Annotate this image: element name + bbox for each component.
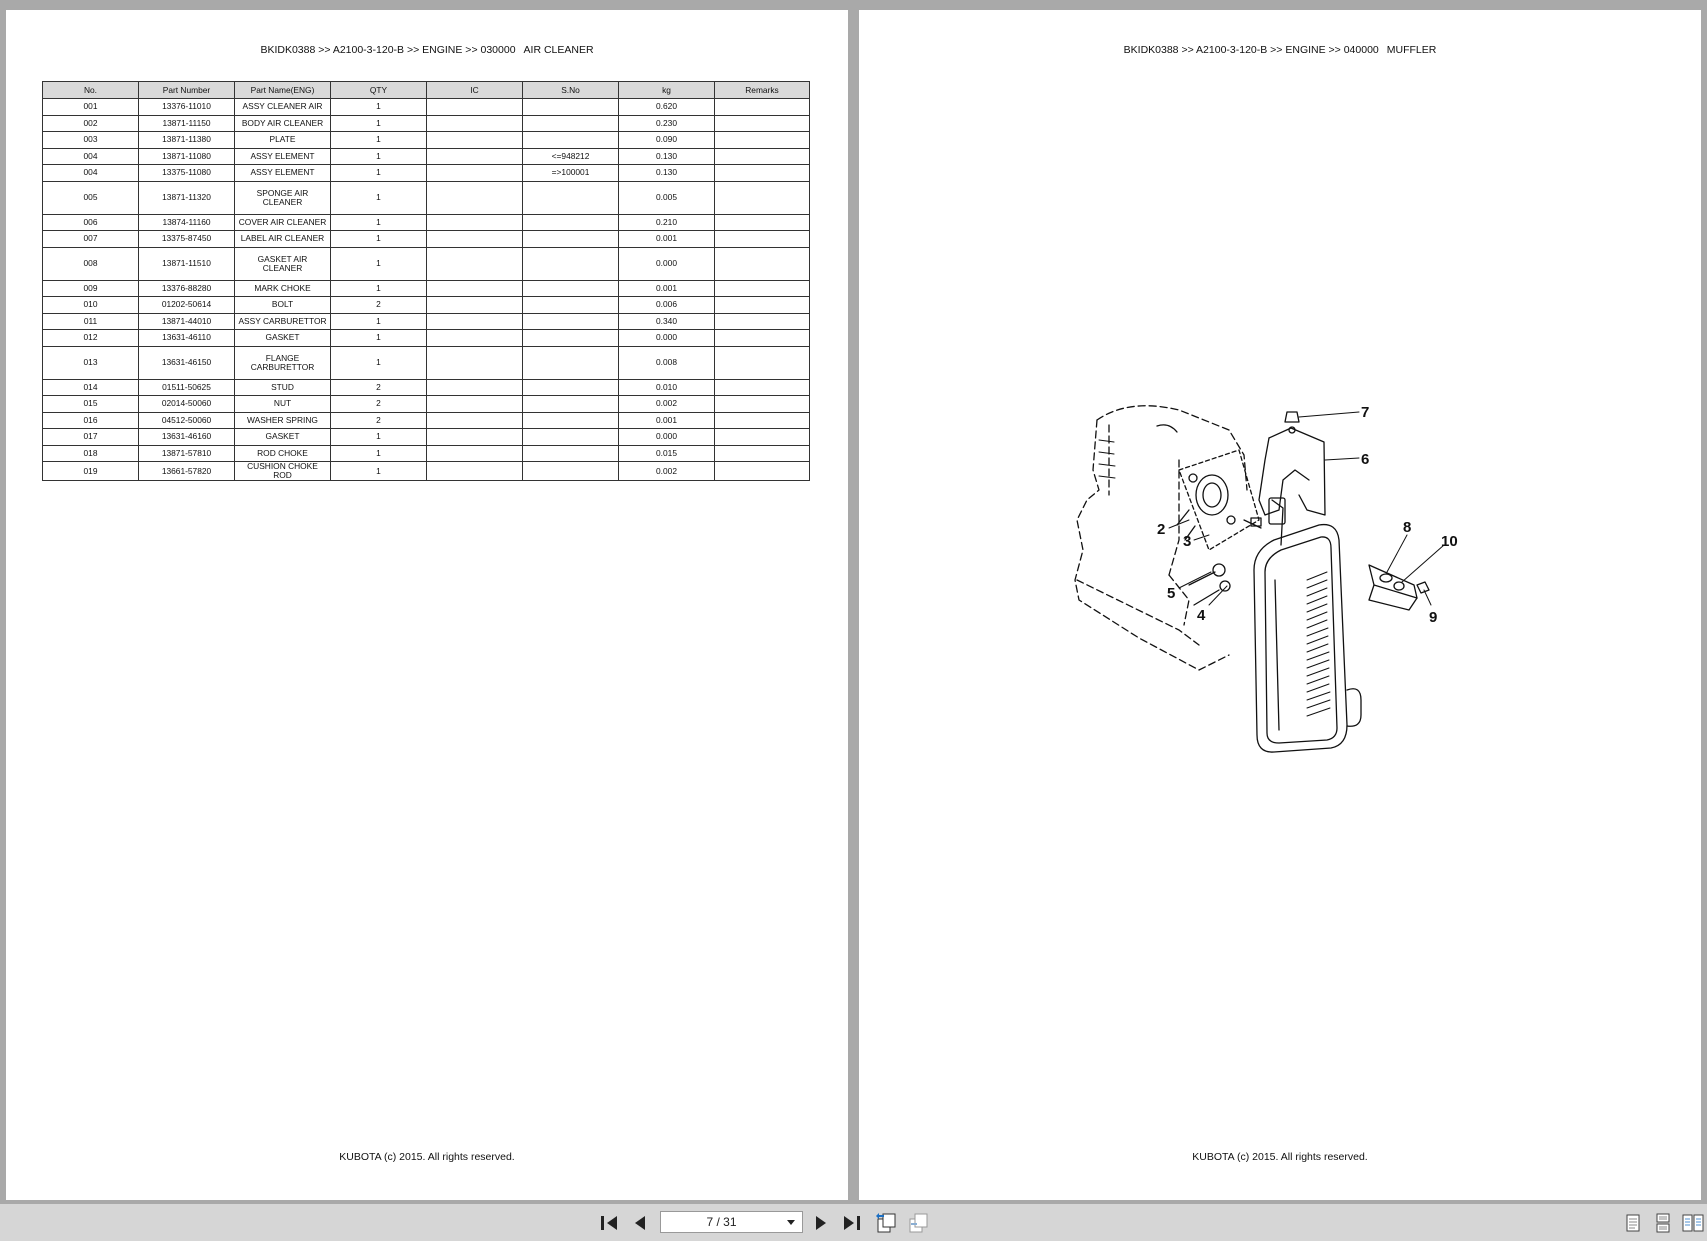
cell-ic	[427, 280, 523, 297]
cell-remarks	[715, 99, 810, 116]
cell-remarks	[715, 313, 810, 330]
single-page-view-button[interactable]	[1620, 1210, 1646, 1236]
breadcrumb-section: MUFFLER	[1386, 44, 1437, 56]
cell-qty: 1	[331, 214, 427, 231]
cell-remarks	[715, 181, 810, 214]
cell-kg: 0.000	[619, 429, 715, 446]
page-indicator: 7 / 31	[706, 1215, 737, 1229]
chevron-down-icon[interactable]	[786, 1217, 796, 1227]
cell-sno	[523, 445, 619, 462]
cell-part-number: 01511-50625	[139, 379, 235, 396]
cell-sno	[523, 412, 619, 429]
cell-sno	[523, 115, 619, 132]
callout-3: 3	[1183, 533, 1192, 550]
cell-remarks	[715, 330, 810, 347]
first-page-button[interactable]	[596, 1210, 622, 1236]
cell-qty: 2	[331, 396, 427, 413]
continuous-view-button[interactable]	[1650, 1210, 1676, 1236]
cell-sno: =>100001	[523, 165, 619, 182]
cell-kg: 0.001	[619, 231, 715, 248]
table-row	[43, 396, 810, 413]
cell-ic	[427, 132, 523, 149]
cell-ic	[427, 412, 523, 429]
cell-kg: 0.002	[619, 462, 715, 481]
cell-part-number: 13871-11150	[139, 115, 235, 132]
two-page-icon	[1682, 1213, 1704, 1233]
cell-no: 002	[43, 115, 139, 132]
cell-part-name: GASKET	[235, 330, 331, 347]
muffler-exploded-diagram	[1069, 400, 1489, 820]
callout-4: 4	[1197, 607, 1206, 624]
col-header-no: No.	[43, 82, 139, 99]
muffler-vents	[1307, 572, 1330, 716]
cell-kg: 0.230	[619, 115, 715, 132]
cell-sno	[523, 429, 619, 446]
table-row	[43, 379, 810, 396]
callout-5: 5	[1167, 585, 1176, 602]
callout-6: 6	[1361, 451, 1370, 468]
cell-no: 013	[43, 346, 139, 379]
table-row	[43, 132, 810, 149]
table-row	[43, 346, 810, 379]
col-header-ic: IC	[427, 82, 523, 99]
cell-qty: 1	[331, 462, 427, 481]
cell-part-name: STUD	[235, 379, 331, 396]
cell-remarks	[715, 148, 810, 165]
table-row	[43, 148, 810, 165]
table-row	[43, 231, 810, 248]
cell-qty: 1	[331, 429, 427, 446]
callout-labels	[1157, 404, 1458, 626]
muffler-body	[1254, 525, 1361, 752]
cell-no: 016	[43, 412, 139, 429]
cell-no: 015	[43, 396, 139, 413]
cell-remarks	[715, 429, 810, 446]
cell-no: 004	[43, 165, 139, 182]
col-header-qty: QTY	[331, 82, 427, 99]
cell-remarks	[715, 115, 810, 132]
cell-no: 008	[43, 247, 139, 280]
cell-no: 019	[43, 462, 139, 481]
cell-remarks	[715, 247, 810, 280]
cell-kg: 0.006	[619, 297, 715, 314]
cell-ic	[427, 379, 523, 396]
cell-remarks	[715, 445, 810, 462]
cell-part-number: 01202-50614	[139, 297, 235, 314]
cell-part-name: FLANGE CARBURETTOR	[235, 346, 331, 379]
parts-table	[42, 81, 810, 481]
cell-part-number: 13376-88280	[139, 280, 235, 297]
viewer-toolbar	[0, 1204, 1707, 1241]
cell-qty: 1	[331, 280, 427, 297]
extract-icon	[907, 1212, 929, 1234]
single-page-icon	[1625, 1213, 1641, 1233]
breadcrumb-section: AIR CLEANER	[523, 44, 594, 56]
cell-sno	[523, 346, 619, 379]
studs-and-nuts	[1189, 518, 1261, 605]
prev-page-icon	[632, 1214, 648, 1232]
parts-table-body	[43, 99, 810, 481]
cell-part-number: 04512-50060	[139, 412, 235, 429]
cell-remarks	[715, 280, 810, 297]
col-header-sno: S.No	[523, 82, 619, 99]
cell-sno	[523, 247, 619, 280]
cell-remarks	[715, 231, 810, 248]
page-number-field[interactable]	[660, 1211, 803, 1233]
cell-no: 009	[43, 280, 139, 297]
table-row	[43, 247, 810, 280]
cell-part-name: COVER AIR CLEANER	[235, 214, 331, 231]
col-header-part-number: Part Number	[139, 82, 235, 99]
cell-part-number: 13871-11510	[139, 247, 235, 280]
cell-ic	[427, 99, 523, 116]
table-row	[43, 214, 810, 231]
cell-part-name: GASKET AIR CLEANER	[235, 247, 331, 280]
table-row	[43, 297, 810, 314]
table-row	[43, 99, 810, 116]
cell-qty: 2	[331, 379, 427, 396]
cell-kg: 0.090	[619, 132, 715, 149]
col-header-remarks: Remarks	[715, 82, 810, 99]
cell-ic	[427, 429, 523, 446]
cell-kg: 0.340	[619, 313, 715, 330]
breadcrumb-path: BKIDK0388 >> A2100-3-120-B >> ENGINE >> 030000	[260, 44, 516, 56]
cell-kg: 0.002	[619, 396, 715, 413]
cell-part-name: ASSY ELEMENT	[235, 165, 331, 182]
next-page-button[interactable]	[808, 1210, 834, 1236]
extract-button[interactable]	[905, 1210, 931, 1236]
rotate-icon	[875, 1212, 897, 1234]
breadcrumb	[6, 44, 848, 56]
cell-qty: 2	[331, 412, 427, 429]
table-row	[43, 429, 810, 446]
cell-part-name: CUSHION CHOKE ROD	[235, 462, 331, 481]
cell-kg: 0.005	[619, 181, 715, 214]
cell-ic	[427, 165, 523, 182]
callout-8: 8	[1403, 519, 1412, 536]
cell-no: 007	[43, 231, 139, 248]
muffler-bracket	[1369, 565, 1429, 610]
table-row	[43, 313, 810, 330]
cell-part-number: 13631-46110	[139, 330, 235, 347]
cell-qty: 1	[331, 231, 427, 248]
cell-part-number: 13871-57810	[139, 445, 235, 462]
cell-part-name: PLATE	[235, 132, 331, 149]
cell-qty: 1	[331, 132, 427, 149]
cell-part-number: 13661-57820	[139, 462, 235, 481]
cell-ic	[427, 247, 523, 280]
cell-qty: 1	[331, 99, 427, 116]
cell-no: 011	[43, 313, 139, 330]
cell-part-name: NUT	[235, 396, 331, 413]
cell-part-name: BODY AIR CLEANER	[235, 115, 331, 132]
cell-ic	[427, 313, 523, 330]
table-row	[43, 462, 810, 481]
cell-sno	[523, 280, 619, 297]
cell-part-name: LABEL AIR CLEANER	[235, 231, 331, 248]
cell-part-name: ASSY CLEANER AIR	[235, 99, 331, 116]
last-page-icon	[842, 1214, 862, 1232]
cell-no: 005	[43, 181, 139, 214]
callout-9: 9	[1429, 609, 1438, 626]
cell-kg: 0.001	[619, 280, 715, 297]
cell-part-number: 13375-11080	[139, 165, 235, 182]
cell-no: 010	[43, 297, 139, 314]
right-page	[859, 10, 1701, 1200]
col-header-kg: kg	[619, 82, 715, 99]
cell-qty: 1	[331, 115, 427, 132]
cell-part-number: 13871-11380	[139, 132, 235, 149]
continuous-icon	[1654, 1213, 1672, 1233]
cell-ic	[427, 330, 523, 347]
page-footer: KUBOTA (c) 2015. All rights reserved.	[339, 1151, 515, 1163]
rotate-button[interactable]	[873, 1210, 899, 1236]
cell-ic	[427, 148, 523, 165]
cell-kg: 0.000	[619, 330, 715, 347]
cell-part-number: 13874-11160	[139, 214, 235, 231]
table-row	[43, 280, 810, 297]
prev-page-button[interactable]	[627, 1210, 653, 1236]
cell-part-number: 13871-11320	[139, 181, 235, 214]
cell-remarks	[715, 132, 810, 149]
cell-qty: 1	[331, 330, 427, 347]
cell-ic	[427, 231, 523, 248]
cell-kg: 0.130	[619, 165, 715, 182]
cell-sno	[523, 297, 619, 314]
cell-sno	[523, 330, 619, 347]
cell-kg: 0.000	[619, 247, 715, 280]
cell-ic	[427, 462, 523, 481]
cell-qty: 1	[331, 148, 427, 165]
cell-kg: 0.620	[619, 99, 715, 116]
cell-no: 006	[43, 214, 139, 231]
table-row	[43, 412, 810, 429]
cell-remarks	[715, 214, 810, 231]
cell-kg: 0.015	[619, 445, 715, 462]
cell-remarks	[715, 462, 810, 481]
cell-part-name: WASHER SPRING	[235, 412, 331, 429]
cell-qty: 1	[331, 346, 427, 379]
cell-sno	[523, 396, 619, 413]
muffler-cover	[1259, 428, 1325, 545]
cell-kg: 0.010	[619, 379, 715, 396]
cell-sno	[523, 214, 619, 231]
page-footer: KUBOTA (c) 2015. All rights reserved.	[1192, 1151, 1368, 1163]
callout-2: 2	[1157, 521, 1166, 538]
cell-part-number: 13375-87450	[139, 231, 235, 248]
cell-qty: 1	[331, 445, 427, 462]
cell-part-number: 13871-44010	[139, 313, 235, 330]
cell-part-number: 13631-46150	[139, 346, 235, 379]
cell-no: 014	[43, 379, 139, 396]
cell-sno	[523, 313, 619, 330]
callout-10: 10	[1441, 533, 1458, 550]
cell-kg: 0.008	[619, 346, 715, 379]
cell-qty: 1	[331, 165, 427, 182]
cell-sno: <=948212	[523, 148, 619, 165]
cell-ic	[427, 445, 523, 462]
last-page-button[interactable]	[839, 1210, 865, 1236]
cell-sno	[523, 462, 619, 481]
cell-remarks	[715, 379, 810, 396]
cell-qty: 2	[331, 297, 427, 314]
cell-no: 018	[43, 445, 139, 462]
cell-no: 012	[43, 330, 139, 347]
cell-sno	[523, 99, 619, 116]
engine-fins	[1099, 425, 1177, 478]
cell-sno	[523, 231, 619, 248]
cell-remarks	[715, 297, 810, 314]
cell-part-name: ASSY ELEMENT	[235, 148, 331, 165]
col-header-part-name: Part Name(ENG)	[235, 82, 331, 99]
cell-part-number: 13376-11010	[139, 99, 235, 116]
cell-kg: 0.130	[619, 148, 715, 165]
callout-7: 7	[1361, 404, 1370, 421]
cell-part-name: GASKET	[235, 429, 331, 446]
cell-ic	[427, 115, 523, 132]
table-row	[43, 330, 810, 347]
breadcrumb-path: BKIDK0388 >> A2100-3-120-B >> ENGINE >> 040000	[1123, 44, 1379, 56]
cell-sno	[523, 379, 619, 396]
cell-sno	[523, 132, 619, 149]
cell-remarks	[715, 165, 810, 182]
cell-kg: 0.001	[619, 412, 715, 429]
cell-ic	[427, 214, 523, 231]
cell-no: 001	[43, 99, 139, 116]
cell-ic	[427, 181, 523, 214]
cell-part-name: ROD CHOKE	[235, 445, 331, 462]
breadcrumb	[859, 44, 1701, 56]
cell-kg: 0.210	[619, 214, 715, 231]
cell-no: 004	[43, 148, 139, 165]
next-page-icon	[813, 1214, 829, 1232]
cell-ic	[427, 396, 523, 413]
cell-part-number: 13871-11080	[139, 148, 235, 165]
cell-remarks	[715, 346, 810, 379]
cell-part-name: ASSY CARBURETTOR	[235, 313, 331, 330]
cell-no: 003	[43, 132, 139, 149]
cell-part-number: 13631-46160	[139, 429, 235, 446]
table-row	[43, 115, 810, 132]
table-row	[43, 181, 810, 214]
cell-remarks	[715, 412, 810, 429]
cell-part-name: MARK CHOKE	[235, 280, 331, 297]
cell-part-name: SPONGE AIR CLEANER	[235, 181, 331, 214]
cell-qty: 1	[331, 181, 427, 214]
cell-qty: 1	[331, 313, 427, 330]
cell-ic	[427, 297, 523, 314]
table-row	[43, 165, 810, 182]
table-header-row	[43, 82, 810, 99]
left-page	[6, 10, 848, 1200]
cell-qty: 1	[331, 247, 427, 280]
first-page-icon	[599, 1214, 619, 1232]
table-row	[43, 445, 810, 462]
two-page-view-button[interactable]	[1680, 1210, 1706, 1236]
cell-ic	[427, 346, 523, 379]
cell-sno	[523, 181, 619, 214]
cell-remarks	[715, 396, 810, 413]
cell-no: 017	[43, 429, 139, 446]
cell-part-name: BOLT	[235, 297, 331, 314]
cell-part-number: 02014-50060	[139, 396, 235, 413]
